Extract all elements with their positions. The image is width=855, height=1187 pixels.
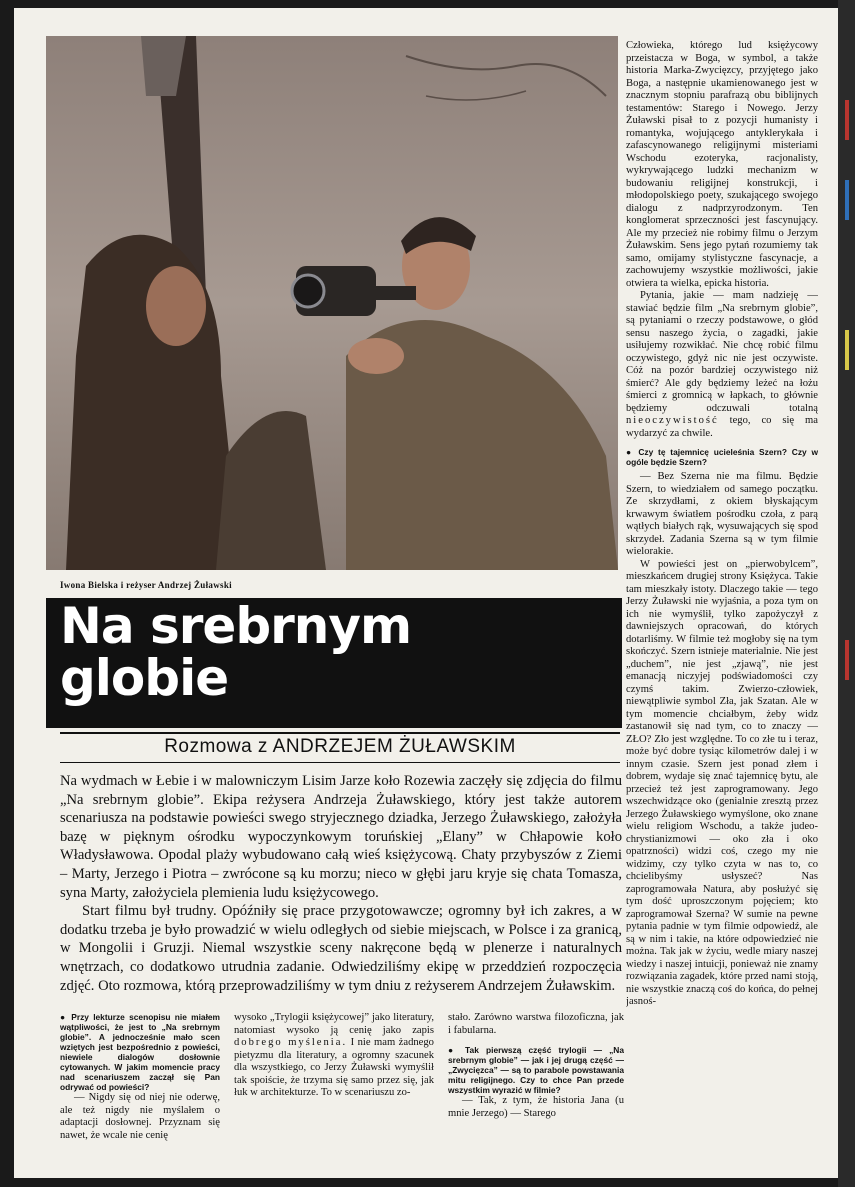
- text-span: wysoko „Trylogii księżycowej” jako literatury, natomiast wysoko ją cenię jako zapis: [234, 1012, 434, 1036]
- lead-paragraph: Na wydmach w Łebie i w malowniczym Lisim Jarze koło Rozewia zaczęły się zdjęcia do filmu „Na srebrnym globie”. Ekipa reżysera Andrzeja Żuławskiego, który jest także autorem scenariusza na podstawie powieści swego stryjecznego dziadka, Jerzego Żuławskiego, założyła bazę w pięknym ośrodku wypoczynkowym toruńskiej „Elany” w Chłapowie koło Władysławowa. Opodal plaży wybudowano całą wieś księżycową. Chaty przybyszów z Ziemi – Marty, Jerzego i Piotra – zwrócone są ku morzu; nieco w głębi jaru kryje się chata Tomasza, syna Marty, założyciela plemienia ludu księżycowego.: [60, 773, 622, 901]
- article-subtitle: Rozmowa z ANDRZEJEM ŻUŁAWSKIM: [164, 736, 516, 757]
- column-paragraph: [234, 1012, 434, 1100]
- interview-answer: — Nigdy się od niej nie oderwę, ale też nigdy nie myślałem o adaptacji dosłownej. Przyznam się nawet, że wcale nie cenię: [60, 1092, 220, 1141]
- interview-answer: — Bez Szerna nie ma filmu. Będzie Szern, to wiedziałem od samego początku. Ze skrzydłami, z okiem błyskającym krwawym światłem pośrodku czoła, z parą wątłych białych rąk, wysuwających się spod skrzydeł. Zadania Szerna są w tym filmie wielorakie.: [626, 471, 818, 557]
- photo-illustration: [46, 36, 618, 570]
- interview-question: ● Czy tę tajemnicę ucieleśnia Szern? Czy w ogóle będzie Szern?: [626, 447, 818, 467]
- interview-question: ● Przy lekturze scenopisu nie miałem wątpliwości, że jest to „Na srebrnym globie”. A jednocześnie mało scen wziętych jest bezpośrednio z powieści, niewiele dialogów dosłownie cytowanych. W jakim momencie pracy nad scenariuszem zaczął się Pan odrywać od powieści?: [60, 1012, 220, 1092]
- page-edge: [838, 0, 855, 1187]
- text-column-2: [234, 1012, 434, 1172]
- film-still-photo: [46, 36, 618, 570]
- text-column-3: [448, 1012, 624, 1172]
- spaced-text: nieoczywistość: [626, 415, 719, 426]
- text-span: Pytania, jakie — mam nadzieję — stawiać będzie film „Na srebrnym globie”, są pytaniami o rzeczy podstawowe, o głód sensu naszego życia, o zagadki, jakie usiłujemy rozwikłać. Nie chcę robić filmu oczywistego, gdyż nic nie jest oczywiste. Cóż na pozór bardziej oczywistego niż śmierć? Ale gdy będziemy leżeć na łożu śmierci z gromnicą w łapkach, to głównie będziemy odczuwali totalną: [626, 290, 818, 414]
- text-span: I nie mam żadnego pietyzmu dla literatury, a ogromny szacunek dla wszystkiego, co Jerzy Żuławski wymyślił tak spoiście, że trzyma się samo przez się, jak łuk w architekturze. To w scenariuszu zo-: [234, 1037, 434, 1098]
- text-column-1: [60, 1012, 220, 1172]
- title-line-2: globie: [60, 649, 229, 707]
- color-mark-blue: [845, 180, 849, 220]
- article-title: [60, 597, 580, 707]
- color-mark-red-2: [845, 640, 849, 680]
- column-paragraph: Człowieka, którego lud księżycowy przeistacza w Boga, w symbol, a także historia Marka-Zwycięzcy, przyjętego jako Boga, a następnie ukamienowanego jest w znacznym stopniu parafrazą obu biblijnych testamentów: Starego i Nowego. Jerzy Żuławski pisał to z pozycji humanisty i romantyka, wojującego antyklerykała i zafascynowanego religijnymi misteriami Wschodu ezoteryka, racjonalisty, wykrywającego ludzki mechanizm w budowaniu religijnej konstrukcji, i młodopolskiego poety, szukającego swojego dialogu z nadprzyrodzonym. Ten konglomerat sprzeczności jest fascynujący. Ale my przecież nie robimy filmu o Jerzym Żuławskim. Sens jego pytań rozumiemy tak samo, omijamy stylistyczne fascynacje, a zachowujemy wszystkie możliwości, jakie otwiera ta wielka, epicka historia.: [626, 40, 818, 289]
- lead-paragraph: Start filmu był trudny. Opóźniły się prace przygotowawcze; ogromny był ich zakres, a w dodatku trzeba je było prowadzić w wielu odległych od siebie miejscach, w Polsce i za granicą, w Mongolii i Gruzji. Niemal wszystkie sceny nakręcone będą w plenerze i naturalnych wnętrzach, co dodatkowo utrudnia zadanie. Odwiedziliśmy ekipę w przeddzień rozpoczęcia zdjęć. Oto rozmowa, którą przeprowadziliśmy w tym dniu z reżyserem Andrzejem Żuławskim.: [60, 903, 622, 994]
- color-mark-yellow: [845, 330, 849, 370]
- lead-text: [60, 772, 622, 995]
- spaced-text: dobrego myślenia.: [234, 1037, 348, 1048]
- title-line-1: Na srebrnym: [60, 597, 412, 655]
- column-paragraph: W powieści jest on „pierwobylcem”, mieszkańcem drugiej strony Księżyca. Takie tam mieszkały istoty. Dlaczego takie — tego Jerzy Żuławski nie wyjaśnia, a poza tym on ich nie wymyślił, tylko zapożyczył z dawniejszych opracowań, do których dotarliśmy. W filmie też mogłoby się na tym skończyć. Szern istnieje materialnie. Nie jest „duchem”, nie jest „zjawą”, nie jest emanacją niczyjej podświadomości czy czymś takim. Zwierzo-człowiek, niewątpliwie symbol Zła, jak Szatan. Ale w tym momencie chciałbym, żeby widz zastanowił się nad tym, co to znaczy — ZŁO? Zło jest względne. To co złe tu i teraz, może być dobre tysiąc kilometrów dalej i w innym czasie. Szern jest ponad złem i dobrem, wydaje się znać tajemnicę bytu, ale przecież też jest zaprogramowany. Jego wszechwidzące oko (genialnie zresztą przez Jerzego Żuławskiego wymyślone, oko znane wielu religiom Wschodu, a także judeo-chrystianizmowi — oko zła i oko opatrzności) widzi coś, czego my nie widzimy, czy tylko czyta w nas to, co chcielibyśmy usłyszeć? Nas zaprogramowała Natura, aby posłużyć się tym dość uproszczonym pojęciem; kto zaprogramował Szerna? W sumie na pewne pytania padnie w tym filmie odpowiedź, ale są w nim i takie, na które odpowiedzieć nie można. Tak jak w życiu, wedle miary naszej wiedzy i naszej intuicji, ponieważ nie znamy rozwiązania zagadek, które przed nami stoją, nie wszystkie znaczą coś do końca, do pełnej jasnoś-: [626, 558, 818, 1007]
- photo-caption: Iwona Bielska i reżyser Andrzej Żuławski: [60, 580, 232, 590]
- column-paragraph: stało. Zarówno warstwa filozoficzna, jak i fabularna.: [448, 1012, 624, 1036]
- column-paragraph: [626, 290, 818, 440]
- interview-question: ● Tak pierwszą część trylogii — „Na srebrnym globie” — jak i jej drugą część — „Zwycięzca” — są to parabole powstawania mitu religijnego. Czy to chce Pan przede wszystkim wyrazić w filmie?: [448, 1045, 624, 1095]
- color-mark-red: [845, 100, 849, 140]
- subtitle-rule-bottom: [60, 762, 620, 763]
- interview-answer: — Tak, z tym, że historia Jana (u mnie Jerzego) — Starego: [448, 1095, 624, 1119]
- text-span: tego, co się ma wydarzyć za chwile.: [626, 415, 818, 439]
- text-column-right: [626, 40, 818, 1170]
- subtitle-rule-top: [60, 732, 620, 734]
